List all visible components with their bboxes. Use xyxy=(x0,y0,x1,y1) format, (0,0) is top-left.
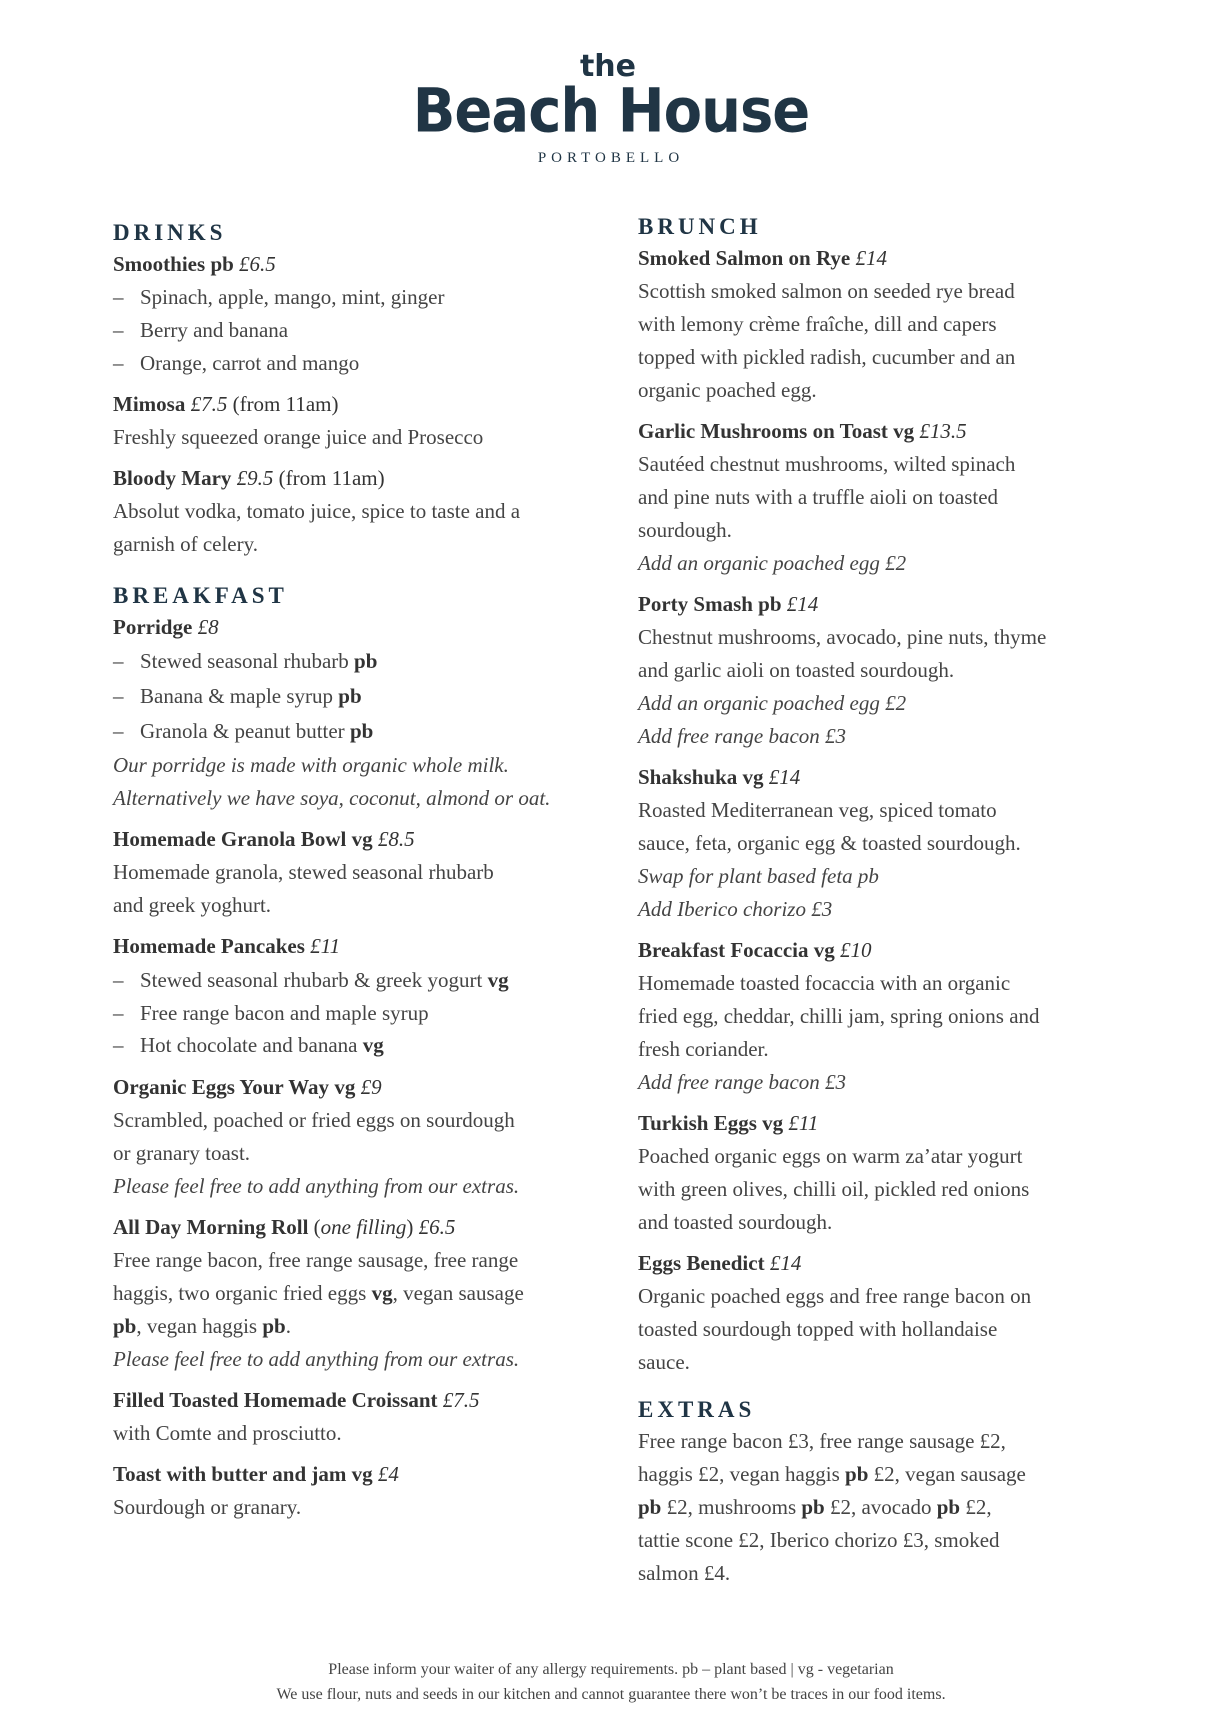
option-item: – Free range bacon and maple syrup xyxy=(113,998,593,1028)
option-list xyxy=(113,644,593,749)
item-heading xyxy=(638,242,1118,275)
item-heading xyxy=(638,1107,1118,1140)
option-item: – Stewed seasonal rhubarb & greek yogurt vg xyxy=(113,963,593,998)
menu-item-garlic-mushrooms xyxy=(638,415,1118,580)
item-description: Freshly squeezed orange juice and Prosecco xyxy=(113,425,484,449)
menu-item-eggs-benedict xyxy=(638,1247,1118,1379)
item-extra: Add an organic poached egg £2 xyxy=(638,551,907,575)
item-heading xyxy=(113,1071,593,1104)
item-tag: vg xyxy=(742,765,764,789)
option-item: – Stewed seasonal rhubarb pb xyxy=(113,644,593,679)
item-description: with Comte and prosciutto. xyxy=(113,1421,342,1445)
item-price: £13.5 xyxy=(919,419,967,443)
item-name: All Day Morning Roll xyxy=(113,1215,309,1239)
section-title-breakfast: BREAKFAST xyxy=(113,583,288,608)
extras-list: Free range bacon £3, free range sausage £2, haggis £2, vegan haggis pb £2, vegan sausage pb £2, mushrooms pb £2, avocado pb £2, tattie scone £2, Iberico chorizo £3, smoked salmon £4. xyxy=(638,1429,1026,1585)
option-item: – Banana & maple syrup pb xyxy=(113,679,593,714)
item-name: Mimosa xyxy=(113,392,186,416)
item-name: Porridge xyxy=(113,615,193,639)
item-extra: Please feel free to add anything from our extras. xyxy=(113,1347,520,1371)
item-description: Chestnut mushrooms, avocado, pine nuts, thyme and garlic aioli on toasted sourdough. xyxy=(638,625,1047,682)
item-heading xyxy=(113,248,593,281)
item-heading xyxy=(113,930,593,963)
item-heading xyxy=(638,415,1118,448)
option-list xyxy=(113,963,593,1063)
item-heading xyxy=(113,462,593,495)
menu-item-bloody-mary xyxy=(113,462,593,561)
section-title-brunch: BRUNCH xyxy=(638,214,762,239)
item-extra: Swap for plant based feta pb xyxy=(638,864,879,888)
footer-line-traces: We use flour, nuts and seeds in our kitchen and cannot guarantee there won’t be traces in our food items. xyxy=(276,1686,946,1703)
item-name: Breakfast Focaccia xyxy=(638,938,809,962)
item-name: Toast with butter and jam xyxy=(113,1462,347,1486)
item-tag: vg xyxy=(351,827,373,851)
item-price: £10 xyxy=(839,938,872,962)
menu-item-croissant xyxy=(113,1384,593,1450)
footer-line-allergy: Please inform your waiter of any allergy requirements. pb – plant based | vg - vegetarian xyxy=(328,1661,894,1678)
item-name: Eggs Benedict xyxy=(638,1251,765,1275)
menu-item-smoothies xyxy=(113,248,593,380)
option-list xyxy=(113,281,593,380)
item-description: Sautéed chestnut mushrooms, wilted spinach and pine nuts with a truffle aioli on toasted sourdough. xyxy=(638,452,1016,542)
brand-logo xyxy=(0,49,1222,167)
item-heading xyxy=(113,1458,593,1491)
item-price: £14 xyxy=(855,246,887,270)
option-item: – Hot chocolate and banana vg xyxy=(113,1028,593,1063)
item-heading xyxy=(113,1384,593,1417)
item-heading xyxy=(638,934,1118,967)
item-price: £6.5 xyxy=(239,252,276,276)
option-item: – Orange, carrot and mango xyxy=(113,347,593,380)
item-name: Organic Eggs Your Way xyxy=(113,1075,330,1099)
item-price: £7.5 xyxy=(190,392,228,416)
logo-name: Beach House xyxy=(412,76,810,147)
item-name: Homemade Pancakes xyxy=(113,934,305,958)
item-tag: pb xyxy=(210,252,234,276)
item-name: Homemade Granola Bowl xyxy=(113,827,347,851)
item-price: £4 xyxy=(377,1462,399,1486)
item-description: Scottish smoked salmon on seeded rye bread with lemony crème fraîche, dill and capers topped with pickled radish, cucumber and an organic poached egg. xyxy=(638,279,1016,402)
item-description: Scrambled, poached or fried eggs on sourdough or granary toast. xyxy=(113,1108,515,1165)
item-description: Absolut vodka, tomato juice, spice to taste and a garnish of celery. xyxy=(113,499,521,556)
item-price: £11 xyxy=(788,1111,819,1135)
item-price: £8.5 xyxy=(377,827,415,851)
item-description: Free range bacon, free range sausage, free range haggis, two organic fried eggs vg, vegan sausage pb, vegan haggis pb. xyxy=(113,1248,524,1338)
menu-item-morning-roll xyxy=(113,1211,593,1376)
menu-item-smoked-salmon xyxy=(638,242,1118,407)
item-name: Smoked Salmon on Rye xyxy=(638,246,851,270)
menu-item-mimosa xyxy=(113,388,593,454)
item-heading xyxy=(113,611,593,644)
item-price: £7.5 xyxy=(442,1388,480,1412)
item-price: £9.5 xyxy=(236,466,274,490)
item-name: Smoothies xyxy=(113,252,206,276)
item-name: Garlic Mushrooms on Toast xyxy=(638,419,888,443)
item-heading xyxy=(113,388,593,421)
right-column xyxy=(638,212,1118,1590)
menu-item-turkish-eggs xyxy=(638,1107,1118,1239)
logo-location: PORTOBELLO xyxy=(537,150,685,166)
menu-item-porty-smash xyxy=(638,588,1118,753)
menu-item-granola xyxy=(113,823,593,922)
item-extra: Add an organic poached egg £2 xyxy=(638,691,907,715)
menu-item-shakshuka xyxy=(638,761,1118,926)
item-tag: vg xyxy=(334,1075,356,1099)
item-heading xyxy=(113,1211,593,1244)
item-description: Homemade granola, stewed seasonal rhubarb and greek yoghurt. xyxy=(113,860,494,917)
item-name: Bloody Mary xyxy=(113,466,232,490)
item-description: Roasted Mediterranean veg, spiced tomato sauce, feta, organic egg & toasted sourdough. xyxy=(638,798,1021,855)
logo-the: the xyxy=(579,49,637,84)
item-price: £14 xyxy=(769,1251,802,1275)
item-heading xyxy=(638,1247,1118,1280)
item-price: £11 xyxy=(310,934,341,958)
item-note: (from 11am) xyxy=(278,466,385,490)
item-name: Porty Smash xyxy=(638,592,753,616)
menu-item-toast xyxy=(113,1458,593,1524)
item-extra: Add free range bacon £3 xyxy=(638,1070,847,1094)
item-note: (one filling) xyxy=(313,1215,414,1239)
left-column xyxy=(113,218,593,1536)
item-extra: Please feel free to add anything from our extras. xyxy=(113,1174,520,1198)
item-tag: vg xyxy=(762,1111,784,1135)
section-title-extras: EXTRAS xyxy=(638,1397,756,1422)
item-description: Sourdough or granary. xyxy=(113,1495,302,1519)
item-description: Homemade toasted focaccia with an organic fried egg, cheddar, chilli jam, spring onions and fresh coriander. xyxy=(638,971,1040,1061)
menu-item-porridge xyxy=(113,611,593,815)
item-extra: Add Iberico chorizo £3 xyxy=(638,897,833,921)
option-item: – Spinach, apple, mango, mint, ginger xyxy=(113,281,593,314)
item-note: (from 11am) xyxy=(232,392,339,416)
item-price: £8 xyxy=(197,615,219,639)
option-item: – Berry and banana xyxy=(113,314,593,347)
item-heading xyxy=(638,588,1118,621)
item-note: Our porridge is made with organic whole milk. Alternatively we have soya, coconut, almond or oat. xyxy=(113,753,551,810)
option-item: – Granola & peanut butter pb xyxy=(113,714,593,749)
item-tag: vg xyxy=(351,1462,373,1486)
item-name: Shakshuka xyxy=(638,765,738,789)
item-name: Filled Toasted Homemade Croissant xyxy=(113,1388,438,1412)
item-heading xyxy=(113,823,593,856)
item-price: £9 xyxy=(360,1075,382,1099)
menu-item-focaccia xyxy=(638,934,1118,1099)
item-price: £14 xyxy=(768,765,801,789)
section-title-drinks: DRINKS xyxy=(113,220,227,245)
item-tag: vg xyxy=(893,419,915,443)
item-heading xyxy=(638,761,1118,794)
item-tag: pb xyxy=(758,592,782,616)
item-price: £6.5 xyxy=(418,1215,456,1239)
allergy-footer xyxy=(0,1657,1222,1707)
menu-item-organic-eggs xyxy=(113,1071,593,1203)
item-tag: vg xyxy=(813,938,835,962)
item-description: Poached organic eggs on warm za’atar yogurt with green olives, chilli oil, pickled red onions and toasted sourdough. xyxy=(638,1144,1030,1234)
item-name: Turkish Eggs xyxy=(638,1111,757,1135)
item-description: Organic poached eggs and free range bacon on toasted sourdough topped with hollandaise sauce. xyxy=(638,1284,1032,1374)
item-extra: Add free range bacon £3 xyxy=(638,724,847,748)
item-price: £14 xyxy=(786,592,819,616)
menu-item-pancakes xyxy=(113,930,593,1063)
